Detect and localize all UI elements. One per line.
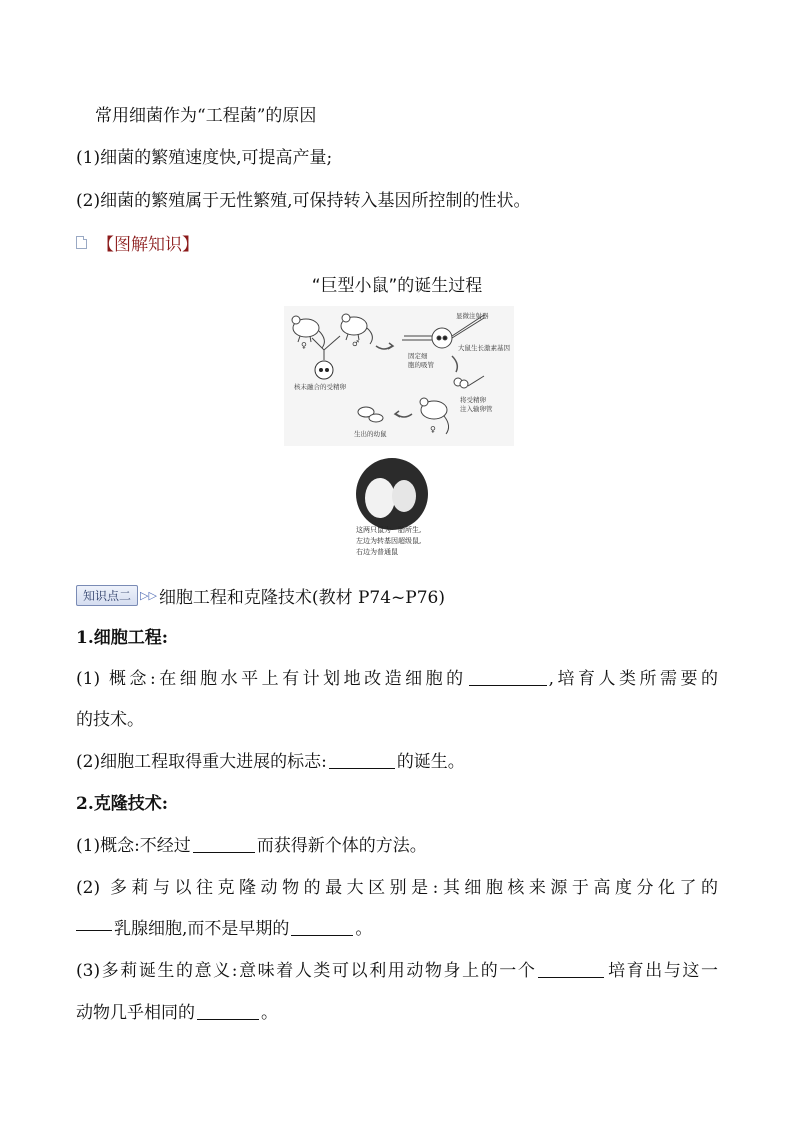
female-symbol: ♀ (301, 341, 307, 350)
zygote-label: 核未融合的受精卵 (294, 383, 346, 391)
answer-blank[interactable] (329, 752, 395, 769)
cloning-heading: 2.克隆技术: (76, 794, 169, 814)
illustrated-heading-text: 【图解知识】 (97, 235, 199, 255)
oviduct-label-2: 注入输卵管 (460, 405, 493, 413)
concept-text-a: (1) 概念:在细胞水平上有计划地改造细胞的 (76, 669, 467, 689)
answer-blank[interactable] (197, 1003, 259, 1020)
giant-mouse-figure (284, 306, 514, 568)
knowledge-point-badge: 知识点二 (76, 585, 138, 606)
page-icon (76, 236, 87, 249)
answer-blank[interactable] (193, 836, 255, 853)
answer-blank[interactable] (469, 669, 547, 686)
answer-blank[interactable] (76, 918, 112, 931)
cloning-difference-cont (76, 917, 372, 941)
oviduct-label-1: 将受精卵 (460, 396, 486, 404)
caption-line-3: 右边为普通鼠 (356, 548, 398, 556)
knowledge-point-header (76, 583, 445, 608)
cell-engineering-milestone (76, 750, 465, 774)
concept-text-b: ,培育人类所需要的 (548, 669, 718, 689)
cloning-diff-c: 。 (355, 919, 373, 939)
knowledge-point-title: 细胞工程和克隆技术(教材 P74~P76) (158, 588, 445, 608)
cloning-difference: (2) 多莉与以往克隆动物的最大区别是:其细胞核来源于高度分化了的 (76, 878, 718, 898)
illustrated-heading (76, 230, 199, 255)
reason-item-2: (2)细菌的繁殖属于无性繁殖,可保持转入基因所控制的性状。 (76, 191, 531, 211)
milestone-text-b: 的诞生。 (396, 752, 465, 772)
answer-blank[interactable] (538, 961, 604, 978)
cloning-concept-a: (1)概念:不经过 (76, 836, 191, 856)
pups-label: 生出的幼鼠 (354, 430, 387, 438)
double-arrow-icon: ▷▷ (140, 589, 157, 602)
cloning-meaning-c: 动物几乎相同的 (76, 1003, 195, 1023)
cloning-meaning-cont (76, 1001, 278, 1025)
pipette-label-1: 固定细 (408, 352, 428, 360)
pipette-label-2: 胞的吸管 (408, 361, 434, 369)
cell-engineering-concept (76, 667, 718, 691)
cloning-meaning-a: (3)多莉诞生的意义:意味着人类可以利用动物身上的一个 (76, 961, 537, 981)
cloning-concept-b: 而获得新个体的方法。 (256, 836, 427, 856)
cell-engineering-heading: 1.细胞工程: (76, 628, 169, 648)
cell-engineering-concept-cont: 的技术。 (76, 710, 144, 730)
male-symbol: ♂ (352, 339, 360, 348)
reason-title: 常用细菌作为“工程菌”的原因 (95, 106, 317, 126)
cloning-meaning-d: 。 (261, 1003, 278, 1023)
recipient-female-symbol: ♀ (430, 425, 436, 434)
gene-label: 大鼠生长激素基因 (458, 344, 510, 352)
reason-item-1: (1)细菌的繁殖速度快,可提高产量; (76, 148, 333, 168)
cloning-diff-b: 乳腺细胞,而不是早期的 (114, 919, 290, 939)
cloning-meaning (76, 959, 718, 983)
cloning-meaning-b: 培育出与这一 (606, 961, 719, 981)
milestone-text-a: (2)细胞工程取得重大进展的标志: (76, 752, 327, 772)
caption-line-2: 左边为转基因超级鼠, (356, 537, 422, 545)
cloning-concept (76, 834, 427, 858)
injector-label: 显微注射器 (456, 312, 489, 320)
answer-blank[interactable] (291, 919, 353, 936)
caption-line-1: 这两只鼠为一胎所生, (356, 526, 422, 534)
figure-title: “巨型小鼠”的诞生过程 (311, 276, 483, 296)
zygote-icon (315, 361, 333, 379)
